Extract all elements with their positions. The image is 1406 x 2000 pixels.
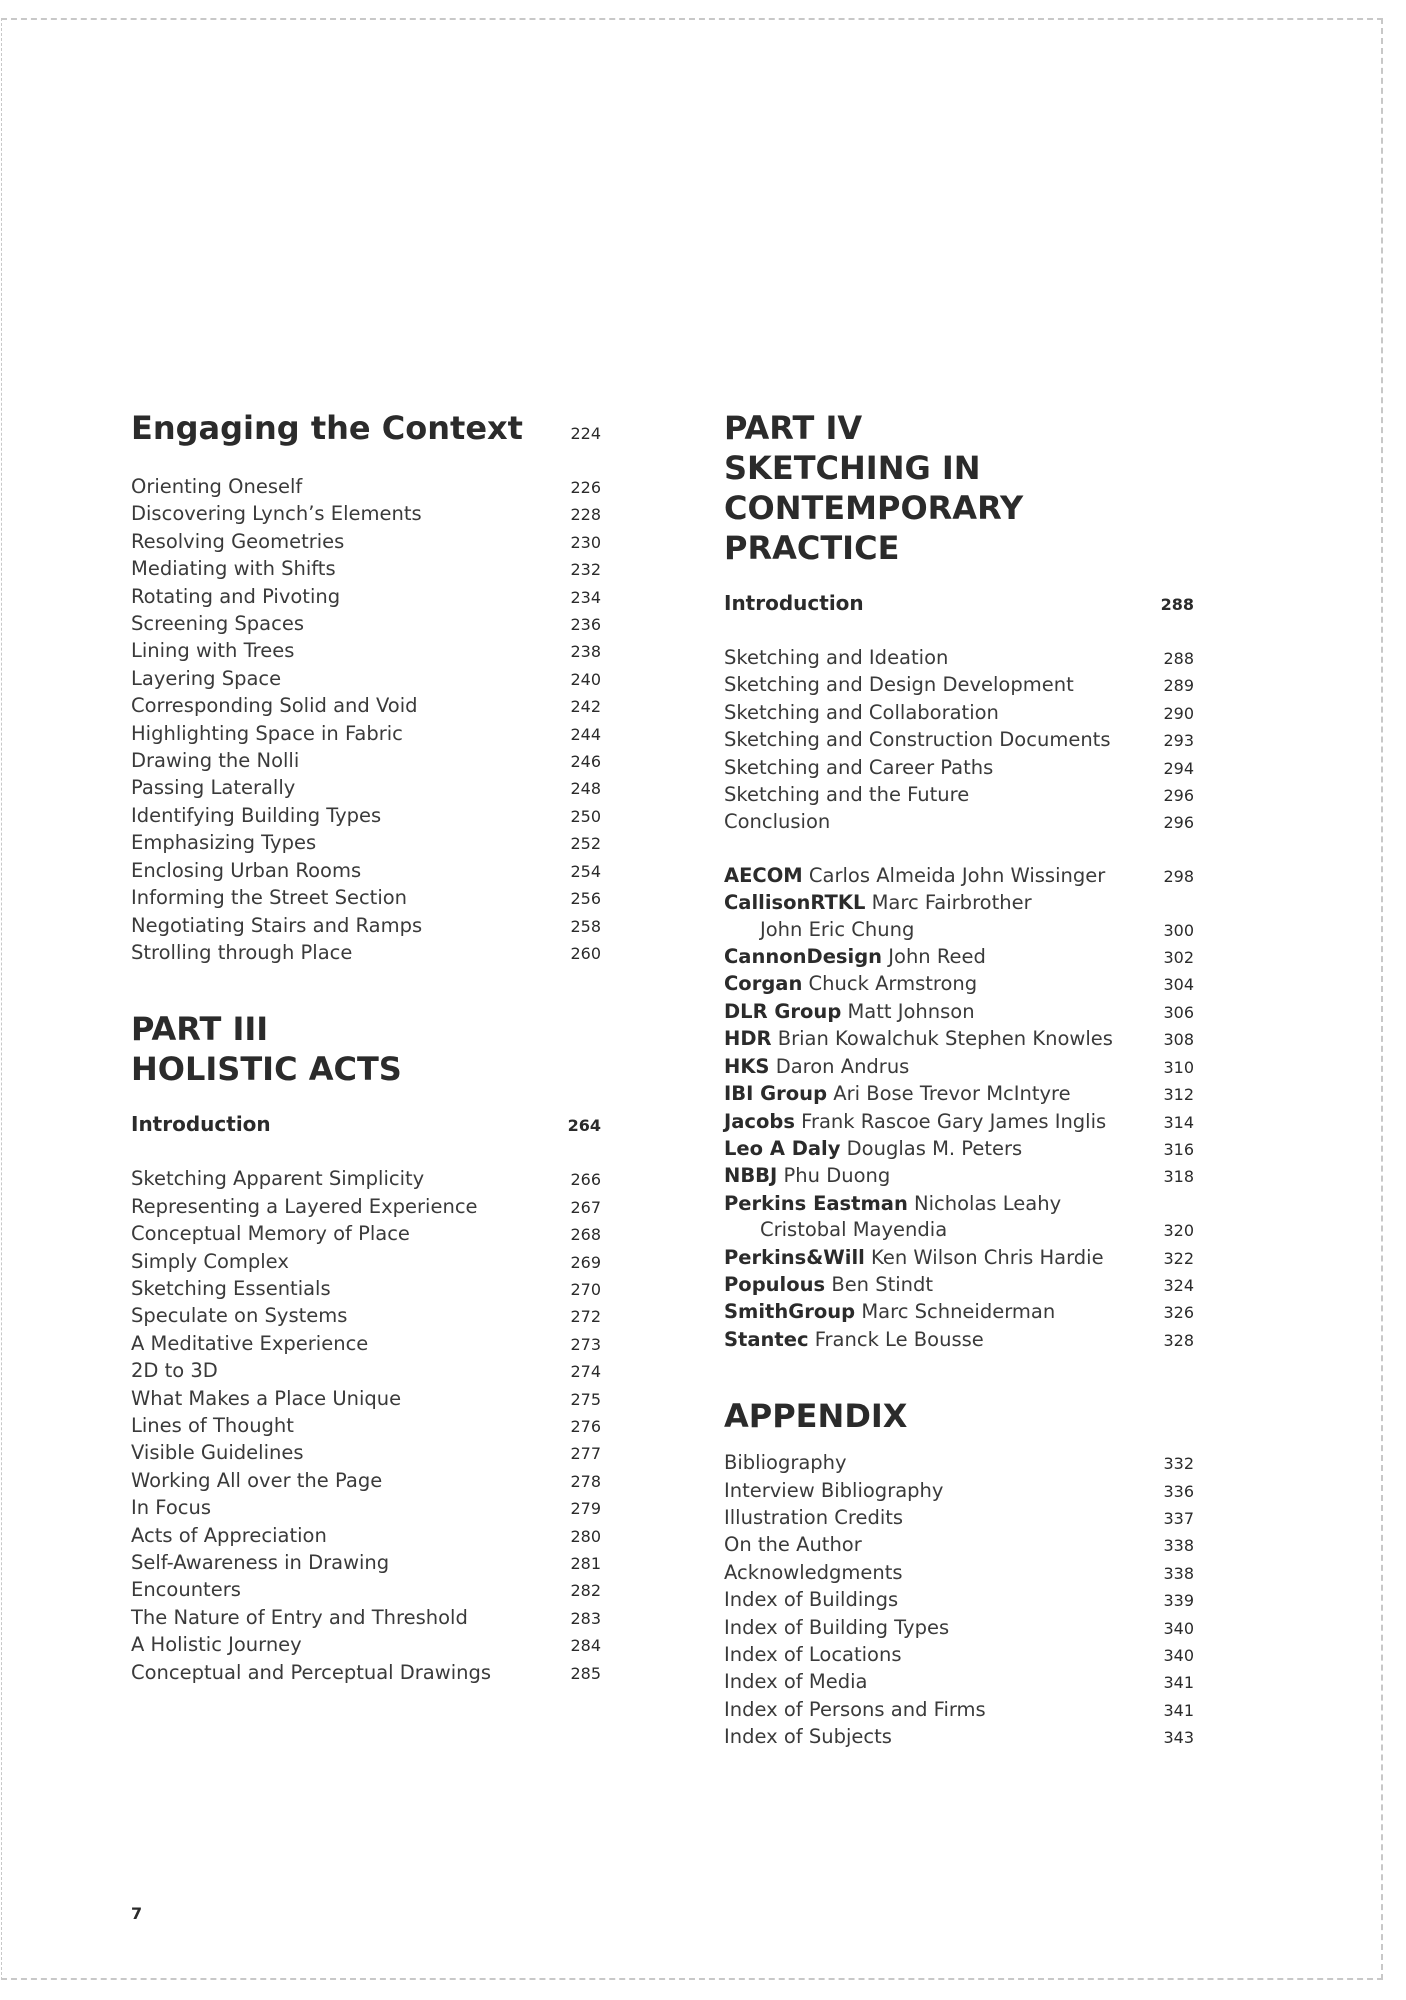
firm-people: Douglas M. Peters xyxy=(846,1136,1023,1160)
entry-page: 252 xyxy=(570,834,601,854)
firm-people: Chuck Armstrong xyxy=(808,972,978,996)
section-engaging-context[interactable] xyxy=(131,408,601,448)
entry-page: 276 xyxy=(570,1416,601,1436)
entry-title: Negotiating Stairs and Ramps xyxy=(131,913,423,937)
firm-people: Nicholas Leahy xyxy=(914,1191,1062,1215)
entry-title: Simply Complex xyxy=(131,1249,289,1273)
toc-entry[interactable] xyxy=(131,1358,601,1385)
firm-name: AECOM xyxy=(724,863,803,887)
firm-entry[interactable] xyxy=(724,1327,1194,1354)
toc-entry[interactable] xyxy=(131,1577,601,1604)
entry-title: Sketching and Design Development xyxy=(724,673,1074,697)
toc-entry[interactable] xyxy=(724,1450,1194,1477)
toc-entry[interactable] xyxy=(131,666,601,693)
part-number: PART III xyxy=(131,1010,269,1049)
toc-entry[interactable] xyxy=(131,1550,601,1577)
firm-people-continued: John Eric Chung xyxy=(760,917,915,941)
entry-title: Resolving Geometries xyxy=(131,529,345,553)
toc-entry[interactable] xyxy=(724,727,1194,754)
toc-entry[interactable] xyxy=(131,913,601,940)
entry-page: 340 xyxy=(1163,1618,1194,1638)
entry-page: 326 xyxy=(1163,1303,1194,1323)
firm-people: Frank Rascoe Gary James Inglis xyxy=(801,1109,1107,1133)
firm-entry[interactable] xyxy=(724,890,1194,916)
page-number: 7 xyxy=(131,1904,143,1923)
entry-title: Index of Locations xyxy=(724,1643,902,1666)
entry-page: 282 xyxy=(570,1581,601,1601)
firm-people-continued: Cristobal Mayendia xyxy=(760,1218,948,1242)
firm-entry-text xyxy=(724,944,986,970)
toc-entry[interactable] xyxy=(131,748,601,775)
firm-people: Ari Bose Trevor McIntyre xyxy=(833,1082,1071,1106)
toc-entry[interactable] xyxy=(131,1660,601,1687)
entry-page: 258 xyxy=(570,916,601,936)
entry-page: 275 xyxy=(570,1389,601,1409)
firm-name: HDR xyxy=(724,1027,772,1051)
toc-entry[interactable] xyxy=(131,529,601,556)
firm-entry[interactable] xyxy=(724,1081,1194,1108)
firm-entry-text xyxy=(724,1109,1106,1135)
firm-entry-text xyxy=(724,1272,933,1298)
entry-page: 293 xyxy=(1163,731,1194,751)
entry-title: Identifying Building Types xyxy=(131,803,382,827)
toc-entry[interactable] xyxy=(131,1495,601,1522)
entry-title: In Focus xyxy=(131,1496,211,1520)
toc-entry[interactable] xyxy=(724,700,1194,727)
entry-page: 250 xyxy=(570,806,601,826)
entry-page: 322 xyxy=(1163,1248,1194,1268)
toc-entry[interactable] xyxy=(131,721,601,748)
firm-name: CallisonRTKL xyxy=(724,891,866,915)
entry-page: 266 xyxy=(570,1170,601,1190)
firm-entry-text xyxy=(724,1163,890,1189)
toc-entry[interactable] xyxy=(131,1440,601,1467)
toc-entry[interactable] xyxy=(131,1331,601,1358)
part-iv-heading xyxy=(724,408,1194,568)
toc-entry[interactable] xyxy=(131,1413,601,1440)
firm-entry[interactable] xyxy=(724,1026,1194,1053)
toc-entry[interactable] xyxy=(131,1221,601,1248)
entry-page: 267 xyxy=(570,1197,601,1217)
entry-title: Layering Space xyxy=(131,666,282,690)
entry-page: 337 xyxy=(1163,1508,1194,1528)
entry-title: Informing the Street Section xyxy=(131,886,408,910)
toc-entry[interactable] xyxy=(131,940,601,967)
entry-title: A Holistic Journey xyxy=(131,1633,302,1657)
entry-page: 296 xyxy=(1163,813,1194,833)
toc-entry[interactable] xyxy=(131,556,601,583)
entry-title: 2D to 3D xyxy=(131,1359,218,1383)
part-iv-introduction[interactable] xyxy=(724,590,1194,618)
entry-page: 296 xyxy=(1163,786,1194,806)
firm-entry[interactable] xyxy=(724,1245,1194,1272)
entry-title: Speculate on Systems xyxy=(131,1304,348,1328)
firm-entry-text xyxy=(724,890,1032,916)
firm-name: Corgan xyxy=(724,972,803,996)
entry-page: 273 xyxy=(570,1334,601,1354)
firm-entry-continued[interactable] xyxy=(724,917,1194,944)
part-iv-entries xyxy=(724,645,1194,837)
entry-page: 306 xyxy=(1163,1002,1194,1022)
firm-name: Perkins&Will xyxy=(724,1245,865,1269)
firm-name: CannonDesign xyxy=(724,945,883,969)
entry-title: Sketching and the Future xyxy=(724,783,970,807)
firm-entry[interactable] xyxy=(724,999,1194,1026)
toc-entry[interactable] xyxy=(131,1386,601,1413)
toc-entry[interactable] xyxy=(724,1532,1194,1559)
toc-entry[interactable] xyxy=(131,693,601,720)
appendix-heading: APPENDIX xyxy=(724,1397,908,1436)
entry-page: 280 xyxy=(570,1526,601,1546)
entry-page: 314 xyxy=(1163,1112,1194,1132)
entry-page: 324 xyxy=(1163,1275,1194,1295)
entry-title: What Makes a Place Unique xyxy=(131,1386,402,1410)
entry-title: Visible Guidelines xyxy=(131,1441,304,1465)
firm-people: Marc Fairbrother xyxy=(871,891,1032,915)
entry-page: 279 xyxy=(570,1499,601,1519)
entry-title: A Meditative Experience xyxy=(131,1331,369,1355)
toc-entry[interactable] xyxy=(724,672,1194,699)
entry-title: Conceptual Memory of Place xyxy=(131,1222,410,1246)
part-iii-heading xyxy=(131,1009,601,1089)
introduction-label: Introduction xyxy=(131,1112,271,1137)
entry-title: Sketching and Career Paths xyxy=(724,755,994,779)
firm-name: Leo A Daly xyxy=(724,1136,841,1160)
entry-title: Self-Awareness in Drawing xyxy=(131,1551,390,1574)
entry-page: 226 xyxy=(570,478,601,497)
toc-entry[interactable] xyxy=(724,1478,1194,1505)
entry-page: 294 xyxy=(1163,758,1194,778)
firm-entry[interactable] xyxy=(724,1191,1194,1217)
entry-title: Illustration Credits xyxy=(724,1505,904,1529)
firm-name: Stantec xyxy=(724,1327,809,1351)
entry-page: 285 xyxy=(570,1663,601,1683)
toc-entry[interactable] xyxy=(131,775,601,802)
entry-title: Mediating with Shifts xyxy=(131,557,336,581)
firm-name: Perkins Eastman xyxy=(724,1191,908,1215)
entry-page: 336 xyxy=(1163,1481,1194,1501)
firm-name: Jacobs xyxy=(724,1109,795,1133)
entry-page: 283 xyxy=(570,1608,601,1628)
firm-entry[interactable] xyxy=(724,1136,1194,1163)
entry-title: Discovering Lynch’s Elements xyxy=(131,502,422,526)
entry-page: 338 xyxy=(1163,1563,1194,1583)
entry-page: 244 xyxy=(570,724,601,744)
firm-name: SmithGroup xyxy=(724,1300,856,1324)
entry-page: 341 xyxy=(1163,1700,1194,1720)
firm-name: IBI Group xyxy=(724,1082,828,1106)
engaging-entries xyxy=(131,474,601,967)
entry-title: Screening Spaces xyxy=(131,612,304,636)
firm-name: NBBJ xyxy=(724,1164,778,1188)
toc-entry[interactable] xyxy=(131,1632,601,1659)
entry-page: 242 xyxy=(570,697,601,717)
entry-page: 278 xyxy=(570,1471,601,1491)
entry-page: 254 xyxy=(570,861,601,881)
entry-page: 232 xyxy=(570,560,601,580)
entry-title: Index of Subjects xyxy=(724,1725,892,1749)
firm-name: DLR Group xyxy=(724,999,842,1023)
firm-entry[interactable] xyxy=(724,944,1194,971)
entry-title: Conclusion xyxy=(724,810,831,834)
toc-entry[interactable] xyxy=(131,1303,601,1330)
entry-page: 302 xyxy=(1163,948,1194,968)
entry-page: 248 xyxy=(570,779,601,799)
firm-people: Daron Andrus xyxy=(775,1054,910,1078)
entry-page: 277 xyxy=(570,1444,601,1464)
entry-title: Working All over the Page xyxy=(131,1468,383,1492)
entry-page: 281 xyxy=(570,1554,601,1573)
entry-title: Index of Persons and Firms xyxy=(724,1697,986,1721)
entry-page: 274 xyxy=(570,1362,601,1382)
entry-title: Drawing the Nolli xyxy=(131,749,300,773)
introduction-page: 288 xyxy=(1160,595,1194,614)
entry-title: Passing Laterally xyxy=(131,776,296,800)
entry-title: Highlighting Space in Fabric xyxy=(131,721,403,745)
entry-title: Corresponding Solid and Void xyxy=(131,694,418,718)
entry-page: 312 xyxy=(1163,1085,1194,1105)
entry-title: Acts of Appreciation xyxy=(131,1523,327,1547)
entry-page: 332 xyxy=(1163,1454,1194,1474)
firm-entry-text xyxy=(724,971,977,997)
firm-entry[interactable] xyxy=(724,1109,1194,1136)
entry-title: Orienting Oneself xyxy=(131,475,303,498)
entry-title: Conceptual and Perceptual Drawings xyxy=(131,1660,492,1684)
entry-page: 289 xyxy=(1163,676,1194,696)
entry-page: 260 xyxy=(570,943,601,963)
toc-entry[interactable] xyxy=(131,1468,601,1495)
entry-page: 340 xyxy=(1163,1646,1194,1665)
toc-entry[interactable] xyxy=(724,645,1194,672)
toc-entry[interactable] xyxy=(131,611,601,638)
part-title-line1: SKETCHING IN xyxy=(724,449,981,487)
entry-page: 290 xyxy=(1163,703,1194,723)
entry-title: Representing a Layered Experience xyxy=(131,1194,478,1218)
toc-entry[interactable] xyxy=(724,1587,1194,1614)
firm-people: Franck Le Bousse xyxy=(814,1327,984,1351)
toc-entry[interactable] xyxy=(724,1697,1194,1724)
firm-people: Phu Duong xyxy=(783,1164,891,1188)
toc-entry[interactable] xyxy=(131,638,601,665)
firm-entry-text xyxy=(724,1026,1113,1052)
entry-title: Acknowledgments xyxy=(724,1560,903,1584)
firm-entry-text xyxy=(724,1191,1061,1217)
toc-entry[interactable] xyxy=(131,803,601,830)
toc-entry[interactable] xyxy=(724,1615,1194,1642)
entry-title: Sketching and Collaboration xyxy=(724,700,999,724)
toc-entry[interactable] xyxy=(724,1560,1194,1587)
toc-entry[interactable] xyxy=(724,755,1194,782)
firm-entry[interactable] xyxy=(724,1163,1194,1190)
entry-title: Strolling through Place xyxy=(131,940,353,964)
entry-title: Interview Bibliography xyxy=(724,1478,944,1502)
entry-title: Sketching Apparent Simplicity xyxy=(131,1167,425,1191)
firm-entry[interactable] xyxy=(724,1054,1194,1081)
entry-page: 246 xyxy=(570,752,601,772)
entry-title: Enclosing Urban Rooms xyxy=(131,858,362,882)
entry-page: 284 xyxy=(570,1636,601,1656)
toc-entry[interactable] xyxy=(131,474,601,501)
entry-page: 318 xyxy=(1163,1167,1194,1187)
entry-page: 316 xyxy=(1163,1139,1194,1159)
entry-title: On the Author xyxy=(724,1533,862,1557)
entry-page: 341 xyxy=(1163,1673,1194,1693)
entry-page: 339 xyxy=(1163,1591,1194,1611)
entry-title: Index of Building Types xyxy=(724,1615,950,1639)
firm-entry-text xyxy=(724,1245,1104,1271)
toc-entry[interactable] xyxy=(131,1523,601,1550)
firm-entry-text xyxy=(724,1081,1071,1107)
entry-page: 230 xyxy=(570,532,601,552)
firm-people: Ben Stindt xyxy=(831,1272,934,1296)
entry-page: 269 xyxy=(570,1252,601,1272)
entry-title: Bibliography xyxy=(724,1451,847,1475)
introduction-page: 264 xyxy=(567,1116,601,1136)
firm-entry-text xyxy=(724,1054,909,1080)
part-number: PART IV xyxy=(724,409,863,447)
firm-people: Ken Wilson Chris Hardie xyxy=(871,1245,1104,1269)
toc-entry[interactable] xyxy=(131,501,601,528)
entry-title: Encounters xyxy=(131,1578,241,1602)
firm-entry-continued[interactable] xyxy=(724,1217,1194,1244)
toc-entry[interactable] xyxy=(131,830,601,857)
toc-entry[interactable] xyxy=(131,1605,601,1632)
toc-entry[interactable] xyxy=(131,885,601,912)
entry-title: The Nature of Entry and Threshold xyxy=(131,1605,468,1629)
entry-title: Emphasizing Types xyxy=(131,831,317,855)
firm-entries xyxy=(724,863,1194,1354)
firm-entry-text xyxy=(724,1327,984,1353)
toc-entry[interactable] xyxy=(724,782,1194,809)
firm-entry-text xyxy=(724,1299,1055,1325)
firm-people: John Reed xyxy=(888,945,986,969)
part-iii-introduction[interactable] xyxy=(131,1111,601,1139)
entry-title: Sketching and Ideation xyxy=(724,646,949,669)
toc-entry[interactable] xyxy=(131,858,601,885)
entry-page: 272 xyxy=(570,1307,601,1327)
firm-entry[interactable] xyxy=(724,971,1194,998)
entry-page: 234 xyxy=(570,587,601,607)
firm-people: Carlos Almeida John Wissinger xyxy=(808,863,1106,887)
toc-entry[interactable] xyxy=(724,1642,1194,1669)
firm-people: Brian Kowalchuk Stephen Knowles xyxy=(777,1027,1113,1051)
entry-title: Sketching and Construction Documents xyxy=(724,728,1111,752)
firm-entry-text xyxy=(724,1136,1022,1162)
toc-entry[interactable] xyxy=(724,1724,1194,1751)
entry-title: Index of Media xyxy=(724,1670,868,1694)
toc-entry[interactable] xyxy=(724,1669,1194,1696)
entry-title: Rotating and Pivoting xyxy=(131,584,341,608)
toc-entry[interactable] xyxy=(131,1194,601,1221)
firm-entry[interactable] xyxy=(724,1272,1194,1299)
entry-page: 240 xyxy=(570,669,601,689)
toc-right-column xyxy=(724,408,1194,1752)
toc-entry[interactable] xyxy=(724,809,1194,836)
toc-entry[interactable] xyxy=(131,1249,601,1276)
entry-page: 300 xyxy=(1163,920,1194,940)
section-title: Engaging the Context xyxy=(131,409,523,447)
entry-page: 288 xyxy=(1163,649,1194,668)
entry-page: 268 xyxy=(570,1225,601,1245)
firm-entry-text xyxy=(724,999,975,1025)
firm-name: HKS xyxy=(724,1054,770,1078)
entry-page: 256 xyxy=(570,889,601,909)
entry-title: Index of Buildings xyxy=(724,1588,899,1612)
firm-entry-text xyxy=(724,863,1105,889)
appendix-entries xyxy=(724,1450,1194,1751)
toc-entry[interactable] xyxy=(724,1505,1194,1532)
part-title-line2: CONTEMPORARY PRACTICE xyxy=(724,489,1024,567)
entry-page: 304 xyxy=(1163,975,1194,995)
part-iii-entries xyxy=(131,1166,601,1687)
toc-left-column xyxy=(131,408,601,1687)
entry-page: 228 xyxy=(570,505,601,525)
firm-entry[interactable] xyxy=(724,1299,1194,1326)
entry-page: 308 xyxy=(1163,1030,1194,1050)
entry-page: 236 xyxy=(570,615,601,635)
entry-page: 310 xyxy=(1163,1057,1194,1077)
entry-page: 238 xyxy=(570,642,601,662)
entry-title: Sketching Essentials xyxy=(131,1276,331,1300)
section-page: 224 xyxy=(570,424,601,443)
entry-page: 270 xyxy=(570,1279,601,1299)
firm-people: Marc Schneiderman xyxy=(861,1300,1056,1324)
firm-name: Populous xyxy=(724,1272,826,1296)
firm-entry[interactable] xyxy=(724,863,1194,890)
toc-entry[interactable] xyxy=(131,1166,601,1193)
entry-page: 338 xyxy=(1163,1536,1194,1556)
entry-page: 298 xyxy=(1163,866,1194,886)
introduction-label: Introduction xyxy=(724,591,864,615)
toc-entry[interactable] xyxy=(131,1276,601,1303)
entry-page: 328 xyxy=(1163,1330,1194,1350)
part-title: HOLISTIC ACTS xyxy=(131,1050,402,1089)
firm-people: Matt Johnson xyxy=(847,999,975,1023)
entry-page: 343 xyxy=(1163,1728,1194,1748)
entry-title: Lining with Trees xyxy=(131,639,295,663)
entry-title: Lines of Thought xyxy=(131,1413,294,1437)
toc-entry[interactable] xyxy=(131,584,601,611)
entry-page: 320 xyxy=(1163,1221,1194,1241)
